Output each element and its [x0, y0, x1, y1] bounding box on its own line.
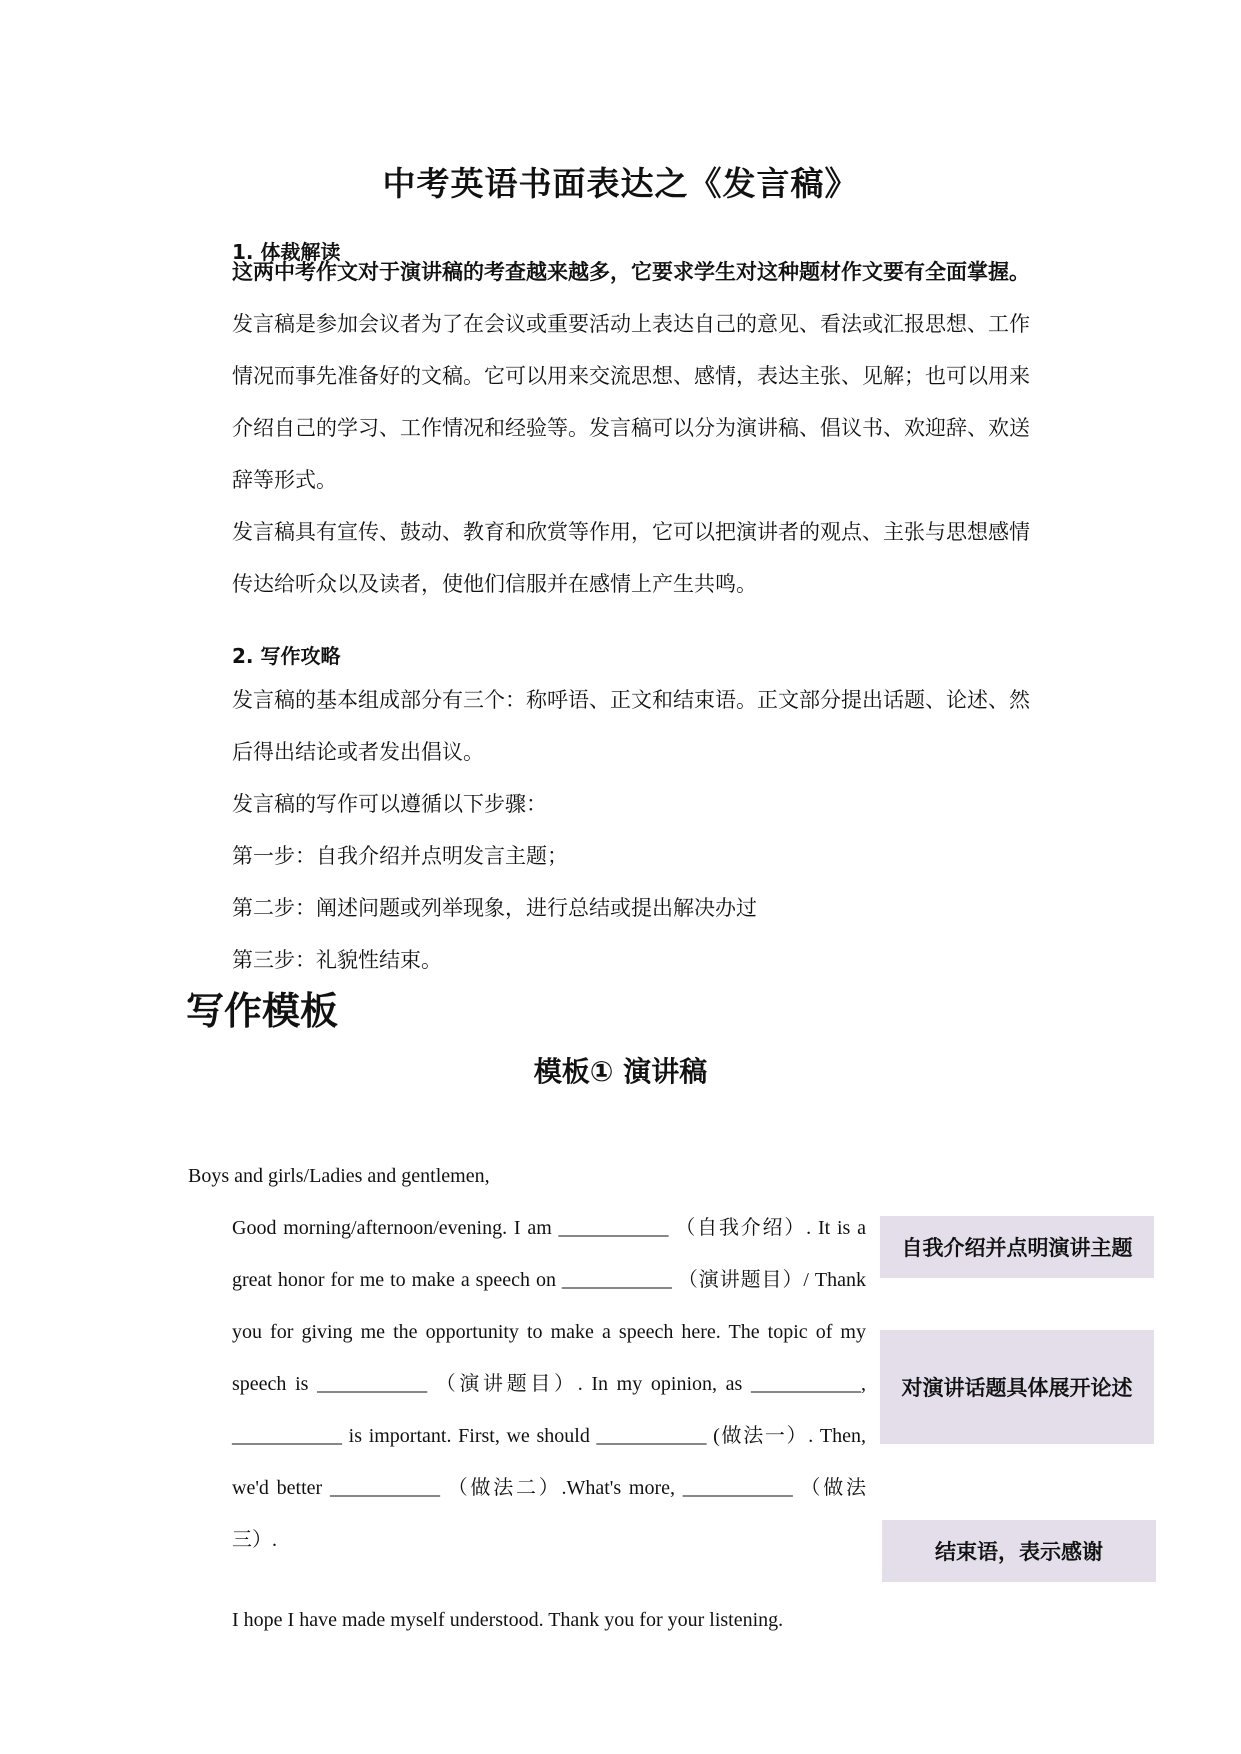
genre-paragraph-2: 发言稿具有宣传、鼓动、教育和欣赏等作用，它可以把演讲者的观点、主张与思想感情传达给听众以及读者，使他们信服并在感情上产生共鸣。: [232, 520, 1030, 596]
steps-intro: 发言稿的写作可以遵循以下步骤：: [232, 792, 547, 816]
section-heading-strategy: 2. 写作攻略: [232, 644, 341, 668]
intro-bold-line: 这两中考作文对于演讲稿的考查越来越多，它要求学生对这种题材作文要有全面掌握。: [232, 260, 1030, 284]
strategy-paragraph: 发言稿的基本组成部分有三个：称呼语、正文和结束语。正文部分提出话题、论述、然后得出结论或者发出倡议。: [232, 688, 1030, 764]
document-title: 中考英语书面表达之《发言稿》: [382, 164, 859, 203]
step-3: 第三步：礼貌性结束。: [232, 948, 442, 972]
template-heading: 写作模板: [186, 989, 339, 1033]
step-2: 第二步：阐述问题或列举现象，进行总结或提出解决办过: [232, 896, 757, 920]
section2-body: [188, 674, 1048, 986]
note-body: 对演讲话题具体展开论述: [880, 1330, 1154, 1444]
speech-greeting: Boys and girls/Ladies and gentlemen,: [188, 1165, 490, 1187]
note-intro: 自我介绍并点明演讲主题: [880, 1216, 1154, 1278]
speech-closing: I hope I have made myself understood. Thank you for your listening.: [232, 1609, 784, 1631]
speech-body: Good morning/afternoon/evening. I am ___________ （自我介绍）. It is a great honor for me to make a speech on ___________ （演讲题目）/ Thank you for giving me the opportunity to make a speech here. The topic of my speech is ___________ （演讲题目）. In my opinion, as ___________, ___________ is important. First, we should ___________ (做法一）. Then, we'd better ___________ （做法二）.What's more, ___________ （做法三）.: [232, 1217, 866, 1551]
template-1-title: 模板① 演讲稿: [533, 1055, 708, 1088]
section-heading-genre: 1. 体裁解读: [232, 240, 341, 264]
note-end: 结束语，表示感谢: [882, 1520, 1156, 1582]
step-1: 第一步：自我介绍并点明发言主题；: [232, 844, 568, 868]
section1-body: [188, 246, 1048, 610]
template-1-text: [188, 1150, 866, 1646]
genre-paragraph-1: 发言稿是参加会议者为了在会议或重要活动上表达自己的意见、看法或汇报思想、工作情况而事先准备好的文稿。它可以用来交流思想、感情，表达主张、见解；也可以用来介绍自己的学习、工作情况和经验等。发言稿可以分为演讲稿、倡议书、欢迎辞、欢送辞等形式。: [232, 312, 1030, 492]
